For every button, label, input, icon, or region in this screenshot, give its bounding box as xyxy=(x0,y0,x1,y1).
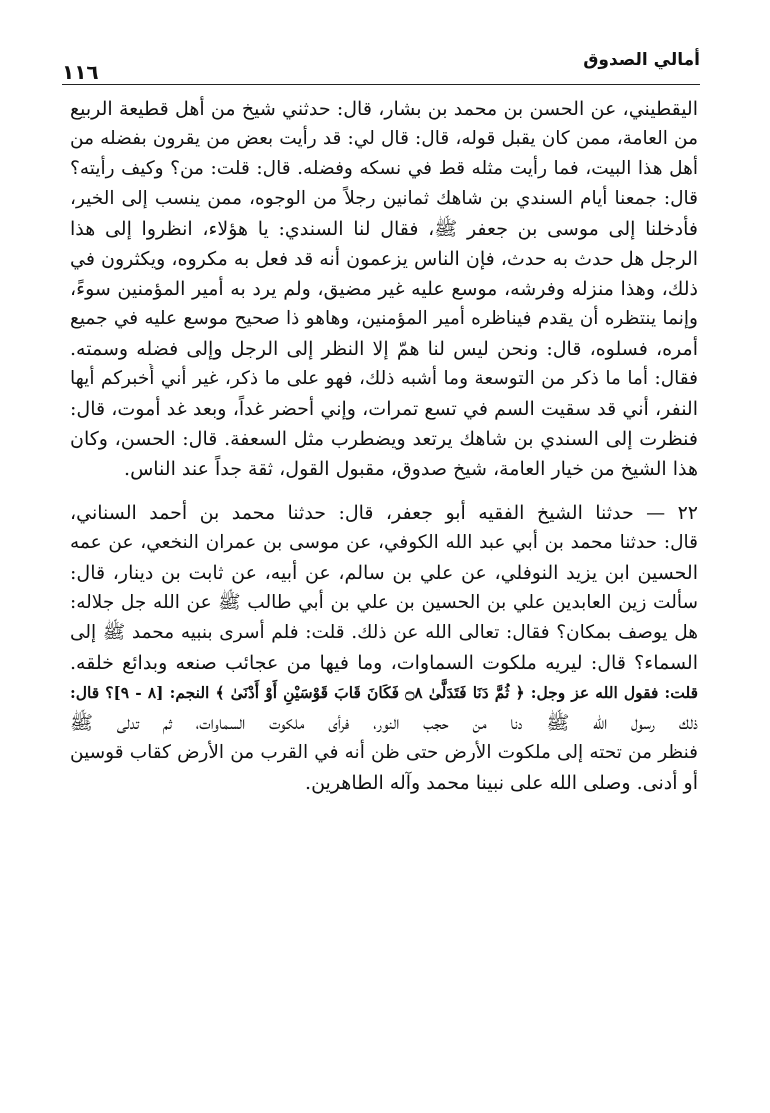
text-line: وإنما ينتظره أن يقدم فيناظره أمير المؤمنين، وهاهو ذا صحيح موسع عليه في جميع xyxy=(70,308,698,329)
text-line: فقال: أما ما ذكر من التوسعة وما أشبه ذلك، فهو على ما ذكر، غير أني أُخبركم أيها xyxy=(70,368,698,389)
text-line: أهل هذا البيت، فما رأيت مثله قط في نسكه وفضله. قال: قلت: من؟ وكيف رأيته؟ xyxy=(70,158,698,179)
text-line: فأدخلنا إلى موسى بن جعفر ﷺ، فقال لنا السندي: يا هؤلاء، انظروا إلى هذا xyxy=(70,218,698,240)
text-line: من العامة، ممن كان يقبل قوله، قال: قال لي: قد رأيت بعض من يقرون بفضله من xyxy=(70,128,698,149)
text-line: أمره، فسلوه، قال: ونحن ليس لنا همّ إلا النظر إلى الرجل وإلى فضله وسمته. xyxy=(70,338,698,360)
text-line: اليقطيني، عن الحسن بن محمد بن بشار، قال: حدثني شيخ من أهل قطيعة الربيع xyxy=(70,98,698,120)
page-number: ١١٦ xyxy=(62,60,99,84)
text-line: قال: حدثنا محمد بن أبي عبد الله الكوفي، عن موسى بن عمران النخعي، عن عمه xyxy=(70,532,698,553)
text-line: فنظرت إلى السندي بن شاهك يرتعد ويضطرب مثل السعفة. قال: الحسن، وكان xyxy=(70,428,698,450)
text-line: السماء؟ قال: ليريه ملكوت السماوات، وما فيها من عجائب صنعه وبدائع خلقه. xyxy=(70,652,698,674)
text-line: فنظر من تحته إلى ملكوت الأرض حتى ظن أنه في القرب من الأرض كقاب قوسين xyxy=(70,742,698,763)
text-line: الرجل هل حدث به حدث، فإن الناس يزعمون أنه قد فعل به مكروه، ويكثرون في xyxy=(70,248,698,270)
text-line: أو أدنى. وصلى الله على نبينا محمد وآله الطاهرين. xyxy=(305,772,698,794)
text-line: هل يوصف بمكان؟ فقال: تعالى الله عن ذلك. قلت: فلم أسرى بنبيه محمد ﷺ إلى xyxy=(70,622,698,643)
text-line: سألت زين العابدين علي بن الحسين بن علي بن أبي طالب ﷺ عن الله جل جلاله: xyxy=(70,592,698,613)
text-line: ذلك رسول الله ﷺ دنا من حجب النور، فرأى ملكوت السماوات، ثم تدلى ﷺ xyxy=(70,712,698,734)
text-line-quran-verse: قلت: فقول الله عز وجل: ﴿ ثُمَّ دَنَا فَتَدَلَّىٰ ۝٨ فَكَانَ قَابَ قَوْسَيْنِ أَوْ أَدْنَىٰ ﴾ النجم: [٨ - ٩]؟ قال: xyxy=(70,683,698,702)
text-line: ذلك، وهذا منزله وفرشه، موسع عليه غير مضيق، ولم يرد به أمير المؤمنين سوءً، xyxy=(70,278,698,300)
text-line: قال: جمعنا أيام السندي بن شاهك ثمانين رجلاً من الوجوه، ممن ينسب إلى الخير، xyxy=(70,188,698,209)
text-line: هذا الشيخ من خيار العامة، شيخ صدوق، مقبول القول، ثقة جداً عند الناس. xyxy=(124,458,698,480)
body-text xyxy=(70,94,698,798)
paragraph-gap xyxy=(70,484,698,498)
paragraph-narration-22 xyxy=(70,498,698,798)
text-line: النفر، أني قد سقيت السم في تسع تمرات، وإني أحضر غداً، وبعد غد أموت، قال: xyxy=(70,398,698,420)
page-header xyxy=(62,48,700,85)
paragraph-narration-21 xyxy=(70,94,698,484)
text-line: الحسين ابن يزيد النوفلي، عن علي بن سالم، عن أبيه، عن ثابت بن دينار، قال: xyxy=(70,562,698,584)
running-title: أمالي الصدوق xyxy=(583,50,700,70)
text-line: ٢٢ — حدثنا الشيخ الفقيه أبو جعفر، قال: حدثنا محمد بن أحمد السناني، xyxy=(70,502,698,524)
